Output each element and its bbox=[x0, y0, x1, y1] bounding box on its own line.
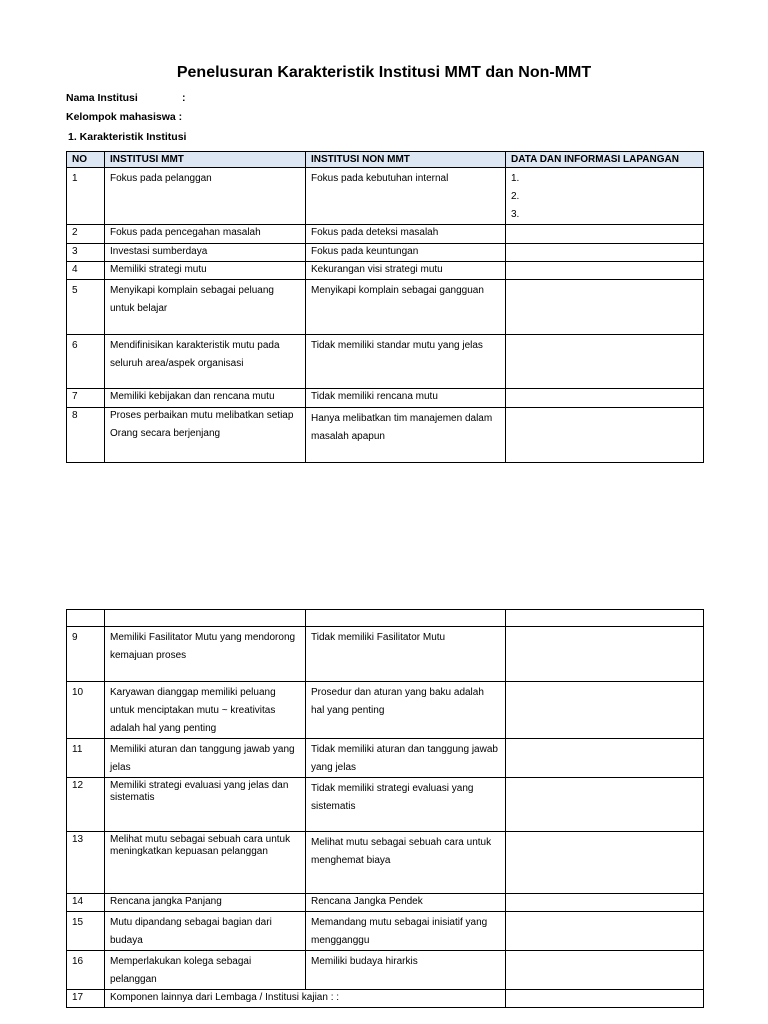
table-row bbox=[67, 335, 704, 389]
row-no: 4 bbox=[67, 262, 105, 280]
row-no: 10 bbox=[67, 682, 105, 739]
table-row bbox=[67, 990, 704, 1008]
row-data-field[interactable] bbox=[506, 990, 704, 1008]
row-non-mmt: Tidak memiliki strategi evaluasi yang sistematis bbox=[306, 778, 506, 832]
table-row bbox=[67, 912, 704, 951]
empty-header-cell bbox=[67, 610, 105, 627]
table-row bbox=[67, 832, 704, 894]
row-no: 2 bbox=[67, 225, 105, 244]
header-no: NO bbox=[67, 152, 105, 168]
row-mmt-cell bbox=[105, 408, 306, 463]
table-row bbox=[67, 627, 704, 682]
row-data-field[interactable] bbox=[506, 912, 704, 951]
row-no: 12 bbox=[67, 778, 105, 832]
row-mmt: Memiliki kebijakan dan rencana mutu bbox=[105, 389, 306, 408]
row-no: 8 bbox=[67, 408, 105, 463]
row-non-mmt: Menyikapi komplain sebagai gangguan bbox=[306, 280, 506, 335]
data-item: 3. bbox=[511, 209, 520, 220]
row-non-mmt: Tidak memiliki Fasilitator Mutu bbox=[306, 627, 506, 682]
row-data-field[interactable] bbox=[506, 262, 704, 280]
student-group-label: Kelompok mahasiswa : bbox=[66, 111, 183, 123]
row-non-mmt: Tidak memiliki rencana mutu bbox=[306, 389, 506, 408]
data-item: 2. bbox=[511, 191, 520, 202]
row-mmt: Memperlakukan kolega sebagai pelanggan bbox=[105, 951, 306, 990]
row-data-field[interactable] bbox=[506, 225, 704, 244]
row-no: 11 bbox=[67, 739, 105, 778]
row-mmt: Proses perbaikan mutu melibatkan setiap bbox=[110, 410, 294, 421]
row-no: 13 bbox=[67, 832, 105, 894]
section-heading: 1. Karakteristik Institusi bbox=[68, 131, 187, 143]
empty-header-cell bbox=[105, 610, 306, 627]
row-non-mmt: Kekurangan visi strategi mutu bbox=[306, 262, 506, 280]
row-non-mmt: Tidak memiliki standar mutu yang jelas bbox=[306, 335, 506, 389]
row-mmt: Melihat mutu sebagai sebuah cara untuk meningkatkan kepuasan pelanggan bbox=[105, 832, 306, 894]
row-non-mmt: Memandang mutu sebagai inisiatif yang mengganggu bbox=[306, 912, 506, 951]
table-row bbox=[67, 951, 704, 990]
table-header-row-empty bbox=[67, 610, 704, 627]
page-title: Penelusuran Karakteristik Institusi MMT dan Non-MMT bbox=[176, 64, 592, 81]
row-non-mmt: Fokus pada kebutuhan internal bbox=[306, 168, 506, 225]
row-no: 15 bbox=[67, 912, 105, 951]
row-non-mmt: Fokus pada keuntungan bbox=[306, 244, 506, 262]
header-institusi-non-mmt: INSTITUSI NON MMT bbox=[306, 152, 506, 168]
row-mmt: Memiliki Fasilitator Mutu yang mendorong kemajuan proses bbox=[105, 627, 306, 682]
header-institusi-mmt: INSTITUSI MMT bbox=[105, 152, 306, 168]
table-row bbox=[67, 682, 704, 739]
row-mmt: Fokus pada pencegahan masalah bbox=[105, 225, 306, 244]
row-data-field[interactable] bbox=[506, 832, 704, 894]
row-no: 9 bbox=[67, 627, 105, 682]
row-non-mmt: Tidak memiliki aturan dan tanggung jawab yang jelas bbox=[306, 739, 506, 778]
table-row bbox=[67, 408, 704, 463]
row-data-field[interactable] bbox=[506, 951, 704, 990]
row-mmt: Rencana jangka Panjang bbox=[105, 894, 306, 912]
row-mmt-continued: Orang secara berjenjang bbox=[110, 428, 221, 439]
row-data-field[interactable] bbox=[506, 280, 704, 335]
row-no: 1 bbox=[67, 168, 105, 225]
row-mmt: Mutu dipandang sebagai bagian dari budaya bbox=[105, 912, 306, 951]
row-mmt: Memiliki strategi evaluasi yang jelas dan sistematis bbox=[105, 778, 306, 832]
row-no: 17 bbox=[67, 990, 105, 1008]
row-data-field[interactable] bbox=[506, 894, 704, 912]
table-row bbox=[67, 389, 704, 408]
row-non-mmt: Melihat mutu sebagai sebuah cara untuk menghemat biaya bbox=[306, 832, 506, 894]
row-mmt: Menyikapi komplain sebagai peluang untuk belajar bbox=[105, 280, 306, 335]
empty-header-cell bbox=[306, 610, 506, 627]
characteristics-table-continued bbox=[66, 609, 704, 1008]
institution-name-colon: : bbox=[182, 92, 186, 104]
row-non-mmt: Fokus pada deteksi masalah bbox=[306, 225, 506, 244]
table-row bbox=[67, 168, 704, 225]
row-no: 7 bbox=[67, 389, 105, 408]
row-data-field[interactable] bbox=[506, 389, 704, 408]
row-non-mmt: Hanya melibatkan tim manajemen dalam masalah apapun bbox=[306, 408, 506, 463]
table-row bbox=[67, 280, 704, 335]
row-mmt: Memiliki strategi mutu bbox=[105, 262, 306, 280]
data-item: 1. bbox=[511, 173, 520, 184]
institution-name-field bbox=[66, 92, 186, 104]
table-row bbox=[67, 739, 704, 778]
table-header-row bbox=[67, 152, 704, 168]
table-row bbox=[67, 262, 704, 280]
table-row bbox=[67, 778, 704, 832]
table-row bbox=[67, 244, 704, 262]
empty-header-cell bbox=[506, 610, 704, 627]
row-no: 5 bbox=[67, 280, 105, 335]
row-mmt: Investasi sumberdaya bbox=[105, 244, 306, 262]
row-non-mmt: Memiliki budaya hirarkis bbox=[306, 951, 506, 990]
row-no: 16 bbox=[67, 951, 105, 990]
row-mmt: Komponen lainnya dari Lembaga / Institusi kajian : : bbox=[105, 990, 506, 1008]
row-data-field[interactable] bbox=[506, 168, 704, 225]
row-non-mmt: Rencana Jangka Pendek bbox=[306, 894, 506, 912]
row-mmt: Memiliki aturan dan tanggung jawab yang jelas bbox=[105, 739, 306, 778]
row-mmt: Fokus pada pelanggan bbox=[105, 168, 306, 225]
row-data-field[interactable] bbox=[506, 739, 704, 778]
row-data-field[interactable] bbox=[506, 682, 704, 739]
table-row bbox=[67, 894, 704, 912]
row-mmt: Mendifinisikan karakteristik mutu pada seluruh area/aspek organisasi bbox=[105, 335, 306, 389]
row-mmt: Karyawan dianggap memiliki peluang untuk menciptakan mutu ~ kreativitas adalah hal yang penting bbox=[105, 682, 306, 739]
institution-name-label: Nama Institusi bbox=[66, 92, 138, 104]
row-non-mmt: Prosedur dan aturan yang baku adalah hal yang penting bbox=[306, 682, 506, 739]
row-data-field[interactable] bbox=[506, 778, 704, 832]
header-data-informasi: DATA DAN INFORMASI LAPANGAN bbox=[506, 152, 704, 168]
row-data-field[interactable] bbox=[506, 627, 704, 682]
row-no: 14 bbox=[67, 894, 105, 912]
table-row bbox=[67, 225, 704, 244]
row-data-field[interactable] bbox=[506, 244, 704, 262]
row-data-field[interactable] bbox=[506, 408, 704, 463]
row-no: 6 bbox=[67, 335, 105, 389]
row-no: 3 bbox=[67, 244, 105, 262]
row-data-field[interactable] bbox=[506, 335, 704, 389]
characteristics-table bbox=[66, 151, 704, 463]
